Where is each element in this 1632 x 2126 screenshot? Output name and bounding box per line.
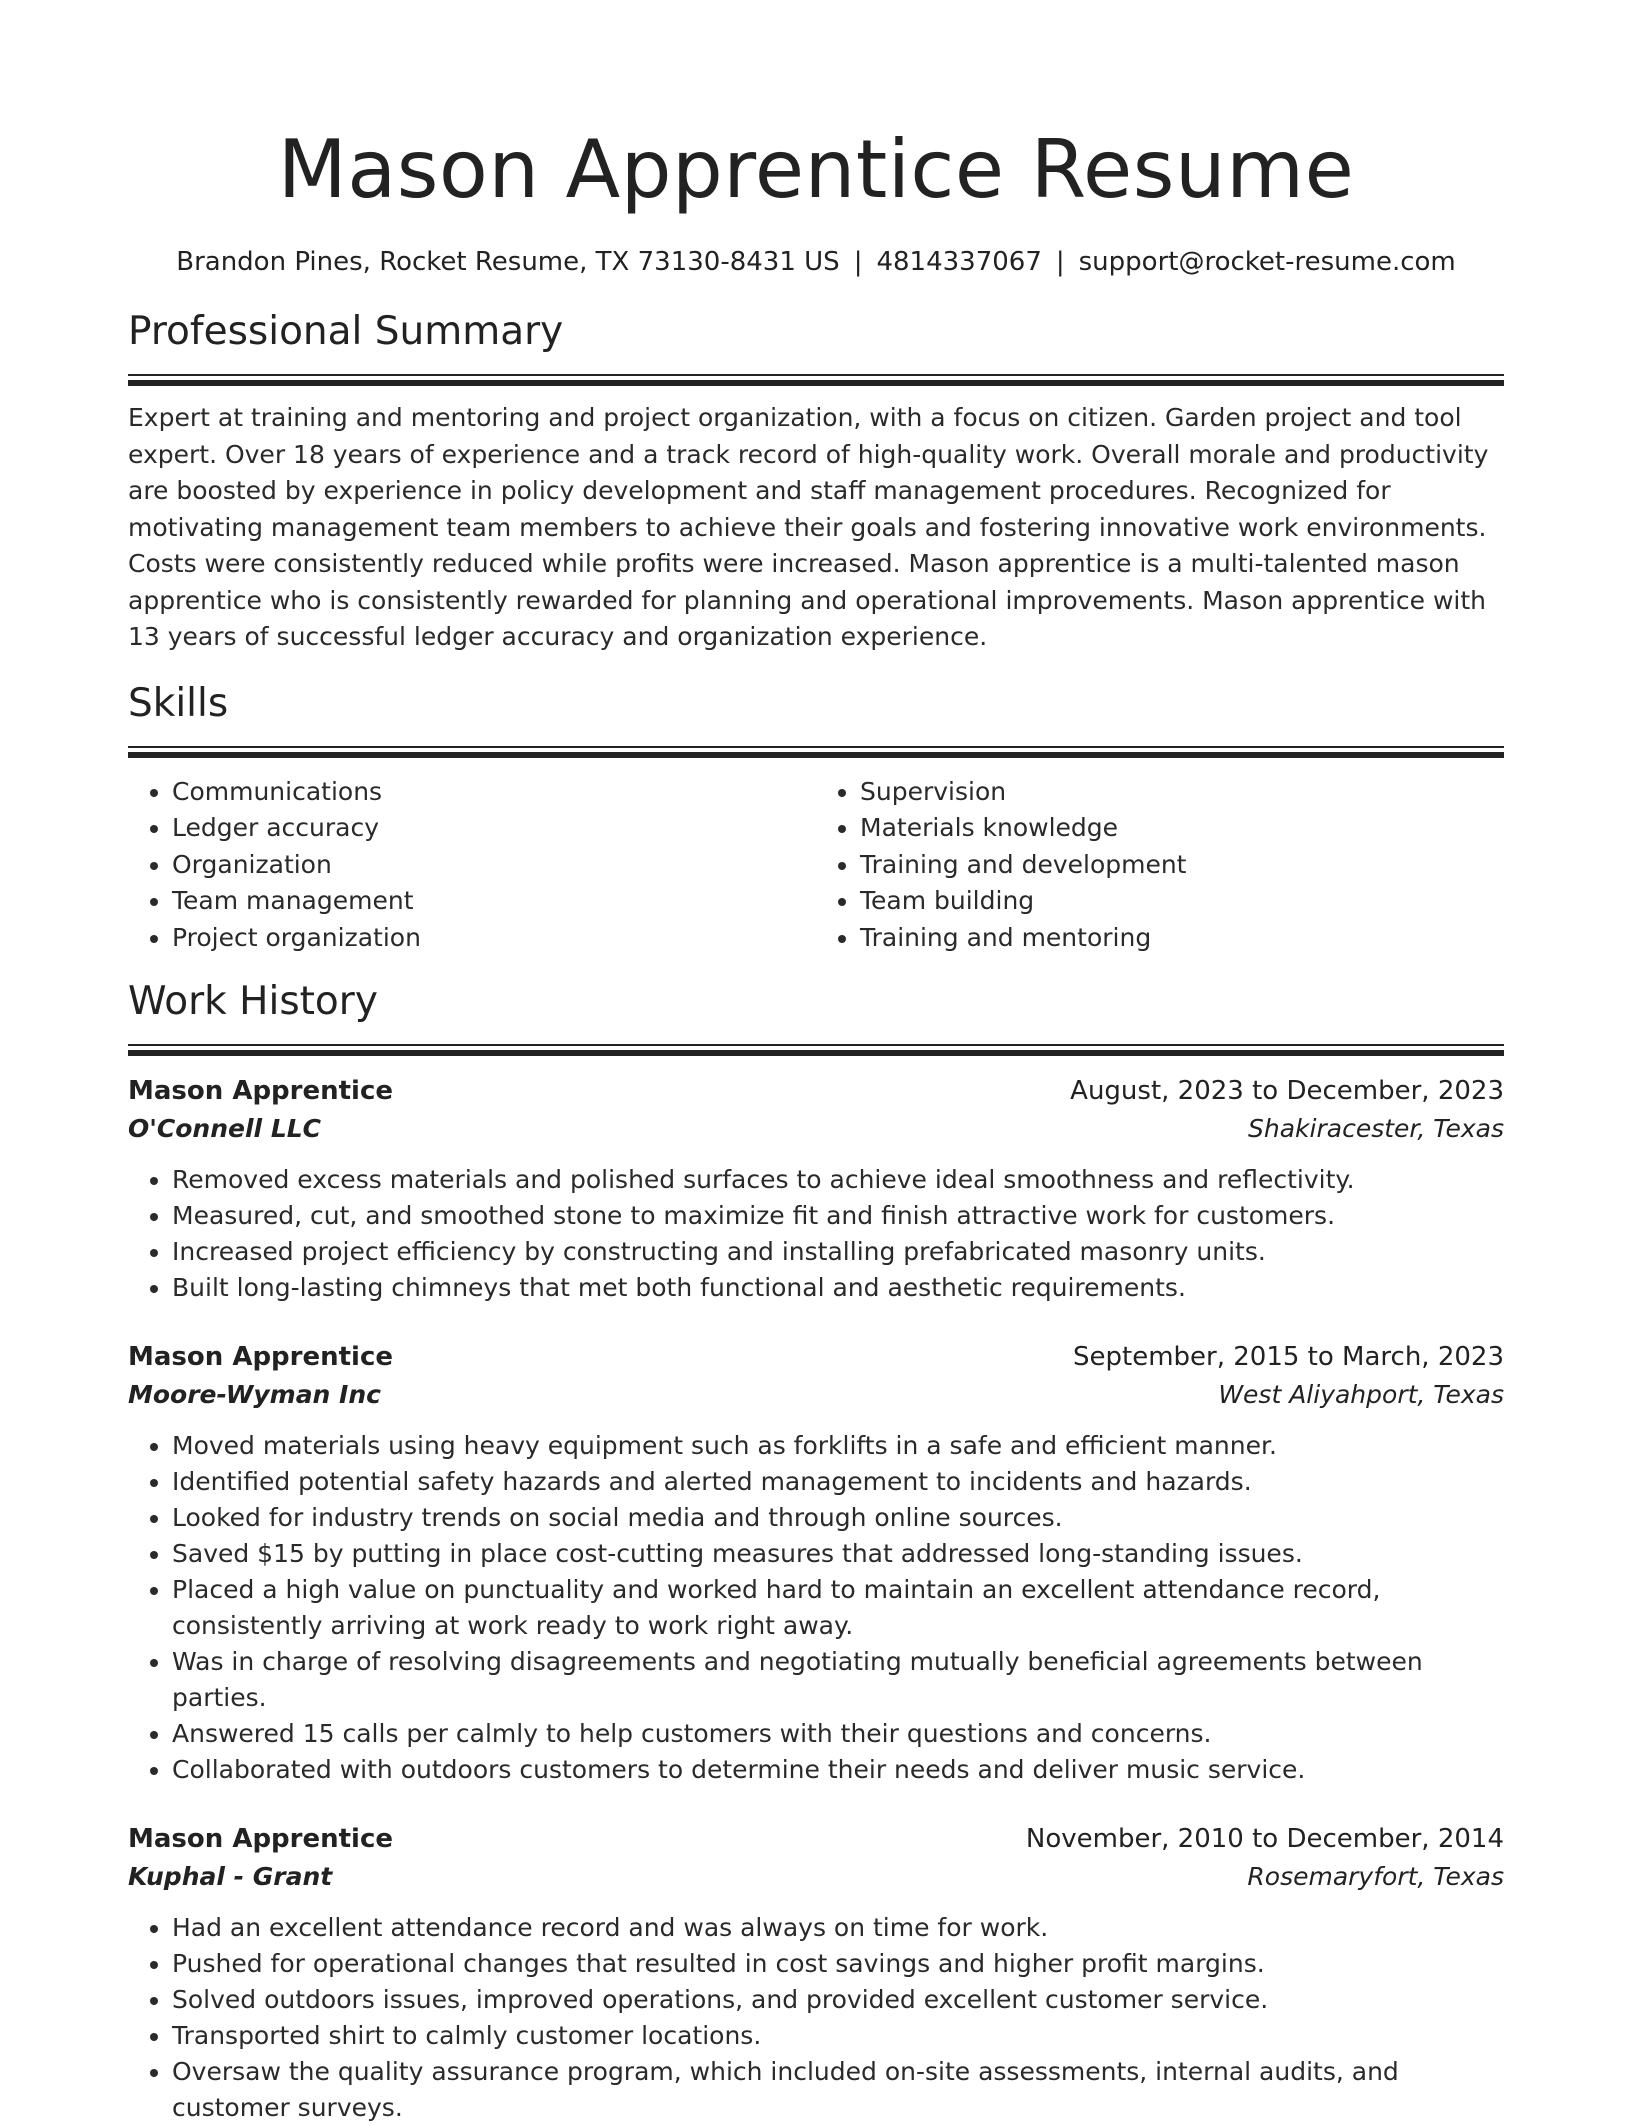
job-company-row bbox=[128, 1376, 1504, 1414]
skills-section bbox=[128, 678, 1504, 957]
contact-phone: 4814337067 bbox=[876, 247, 1042, 277]
job-title: Mason Apprentice bbox=[128, 1342, 394, 1372]
job-company-row bbox=[128, 1858, 1504, 1896]
job-header-row bbox=[128, 1072, 1504, 1110]
skill-item: • Organization bbox=[172, 847, 816, 884]
job-bullet-list bbox=[128, 1910, 1504, 2126]
job-bullet: • Identified potential safety hazards and alerted management to incidents and hazards. bbox=[172, 1464, 1504, 1500]
job-header-row bbox=[128, 1820, 1504, 1858]
job-bullet: • Moved materials using heavy equipment such as forklifts in a safe and efficient manner. bbox=[172, 1428, 1504, 1464]
job-title: Mason Apprentice bbox=[128, 1824, 394, 1854]
job-bullet: • Was in charge of resolving disagreements and negotiating mutually beneficial agreements between parties. bbox=[172, 1644, 1504, 1716]
section-divider bbox=[128, 746, 1504, 758]
job-bullet: • Solved outdoors issues, improved operations, and provided excellent customer service. bbox=[172, 1982, 1504, 2018]
job-location: West Aliyahport, Texas bbox=[1218, 1380, 1504, 1409]
skill-item: • Ledger accuracy bbox=[172, 810, 816, 847]
job-dates: August, 2023 to December, 2023 bbox=[1070, 1076, 1504, 1106]
job-bullet-list bbox=[128, 1428, 1504, 1788]
summary-section bbox=[128, 306, 1504, 656]
job-bullet: • Removed excess materials and polished surfaces to achieve ideal smoothness and reflectivity. bbox=[172, 1162, 1504, 1198]
job-company: O'Connell LLC bbox=[128, 1114, 322, 1143]
skill-item: • Training and mentoring bbox=[860, 920, 1504, 957]
job-bullet: • Oversaw the quality assurance program, which included on-site assessments, internal audits, and customer surveys. bbox=[172, 2054, 1504, 2126]
job-bullet: • Built long-lasting chimneys that met both functional and aesthetic requirements. bbox=[172, 1270, 1504, 1306]
job-bullet: • Had an excellent attendance record and was always on time for work. bbox=[172, 1910, 1504, 1946]
job-company: Kuphal - Grant bbox=[128, 1862, 333, 1891]
skill-item: • Supervision bbox=[860, 774, 1504, 811]
summary-text: Expert at training and mentoring and project organization, with a focus on citizen. Garden project and tool expert. Over 18 years of experience and a track record of high-quality work. Overall morale and productivity are boosted by experience in policy development and staff management procedures. Recognized for motivating management team members to achieve their goals and fostering innovative work environments. Costs were consistently reduced while profits were increased. Mason apprentice is a multi-talented mason apprentice who is consistently rewarded for planning and operational improvements. Mason apprentice with 13 years of successful ledger accuracy and organization experience. bbox=[128, 403, 1489, 651]
skills-grid bbox=[128, 774, 1504, 957]
skill-item: • Communications bbox=[172, 774, 816, 811]
job-dates: November, 2010 to December, 2014 bbox=[1025, 1824, 1504, 1854]
job-entry bbox=[128, 1820, 1504, 2126]
job-bullet: • Pushed for operational changes that resulted in cost savings and higher profit margins. bbox=[172, 1946, 1504, 1982]
contact-line bbox=[128, 244, 1504, 280]
job-list bbox=[128, 1072, 1504, 2126]
job-entry bbox=[128, 1072, 1504, 1306]
skill-item: • Project organization bbox=[172, 920, 816, 957]
job-bullet: • Transported shirt to calmly customer locations. bbox=[172, 2018, 1504, 2054]
summary-heading: Professional Summary bbox=[128, 309, 564, 354]
job-dates: September, 2015 to March, 2023 bbox=[1073, 1342, 1504, 1372]
work-history-section bbox=[128, 976, 1504, 2126]
job-bullet: • Placed a high value on punctuality and worked hard to maintain an excellent attendance record, consistently arriving at work ready to work right away. bbox=[172, 1572, 1504, 1644]
contact-address: Brandon Pines, Rocket Resume, TX 73130-8431 US bbox=[176, 247, 840, 277]
job-company-row bbox=[128, 1110, 1504, 1148]
job-company: Moore-Wyman Inc bbox=[128, 1380, 381, 1409]
contact-email: support@rocket-resume.com bbox=[1078, 247, 1456, 277]
contact-separator: | bbox=[1055, 247, 1065, 277]
skills-list-right bbox=[816, 774, 1504, 957]
job-bullet: • Saved $15 by putting in place cost-cutting measures that addressed long-standing issues. bbox=[172, 1536, 1504, 1572]
job-location: Shakiracester, Texas bbox=[1248, 1114, 1504, 1143]
contact-separator: | bbox=[853, 247, 863, 277]
job-bullet: • Looked for industry trends on social media and through online sources. bbox=[172, 1500, 1504, 1536]
job-bullet: • Measured, cut, and smoothed stone to maximize fit and finish attractive work for customers. bbox=[172, 1198, 1504, 1234]
job-entry bbox=[128, 1338, 1504, 1788]
job-location: Rosemaryfort, Texas bbox=[1247, 1862, 1504, 1891]
skills-list-left bbox=[128, 774, 816, 957]
job-bullet-list bbox=[128, 1162, 1504, 1306]
job-title: Mason Apprentice bbox=[128, 1076, 394, 1106]
skill-item: • Team building bbox=[860, 883, 1504, 920]
section-divider bbox=[128, 1044, 1504, 1056]
job-bullet: • Increased project efficiency by constructing and installing prefabricated masonry units. bbox=[172, 1234, 1504, 1270]
skill-item: • Team management bbox=[172, 883, 816, 920]
skill-item: • Training and development bbox=[860, 847, 1504, 884]
job-bullet: • Collaborated with outdoors customers to determine their needs and deliver music service. bbox=[172, 1752, 1504, 1788]
resume-title: Mason Apprentice Resume bbox=[277, 123, 1355, 216]
section-divider bbox=[128, 374, 1504, 386]
work-history-heading: Work History bbox=[128, 979, 378, 1024]
skill-item: • Materials knowledge bbox=[860, 810, 1504, 847]
skills-heading: Skills bbox=[128, 680, 229, 726]
job-header-row bbox=[128, 1338, 1504, 1376]
job-bullet: • Answered 15 calls per calmly to help customers with their questions and concerns. bbox=[172, 1716, 1504, 1752]
